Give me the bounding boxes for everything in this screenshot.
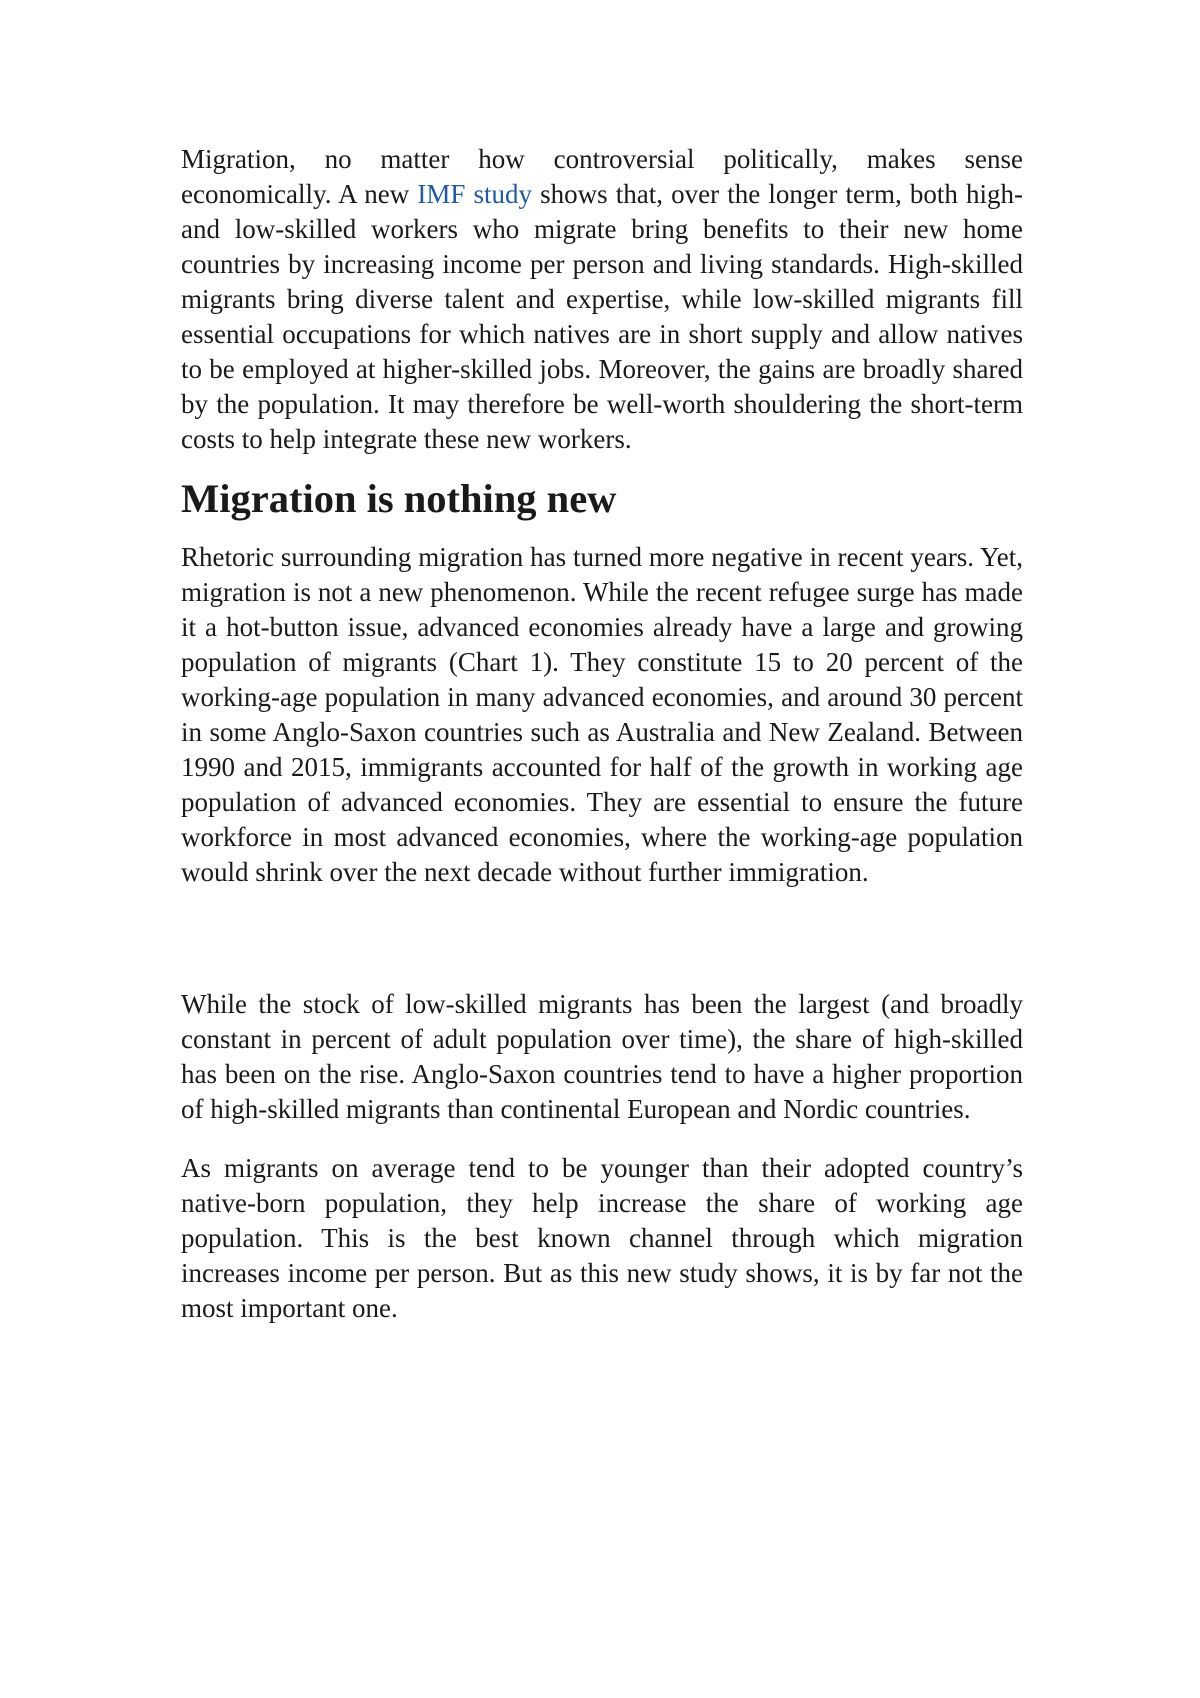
document-page xyxy=(181,142,1023,1326)
intro-paragraph xyxy=(181,142,1023,457)
section-heading: Migration is nothing new xyxy=(181,476,617,521)
imf-study-link[interactable]: IMF study xyxy=(417,179,532,209)
intro-text-before-link: Migration, no matter how controversial politically, makes sense economically. A new xyxy=(181,144,1023,209)
intro-text-after-link: shows that, over the longer term, both high- and low-skilled workers who migrate bring benefits to their new home countries by increasing income per person and living standards. High-skilled migrants bring diverse talent and expertise, while low-skilled migrants fill essential occupations for which natives are in short supply and allow natives to be employed at higher-skilled jobs. Moreover, the gains are broadly shared by the population. It may therefore be well-worth shouldering the short-term costs to help integrate these new workers. xyxy=(181,179,1023,454)
paragraph-migration-history: Rhetoric surrounding migration has turned more negative in recent years. Yet, migration is not a new phenomenon. While the recent refugee surge has made it a hot-button issue, advanced economies already have a large and growing population of migrants (Chart 1). They constitute 15 to 20 percent of the working-age population in many advanced economies, and around 30 percent in some Anglo-Saxon countries such as Australia and New Zealand. Between 1990 and 2015, immigrants accounted for half of the growth in working age population of advanced economies. They are essential to ensure the future workforce in most advanced economies, where the working-age population would shrink over the next decade without further immigration. xyxy=(181,542,1023,887)
paragraph-skill-composition: While the stock of low-skilled migrants has been the largest (and broadly constant in percent of adult population over time), the share of high-skilled has been on the rise. Anglo-Saxon countries tend to have a higher proportion of high-skilled migrants than continental European and Nordic countries. xyxy=(181,989,1023,1124)
paragraph-age-structure: As migrants on average tend to be younger than their adopted country’s native-born population, they help increase the share of working age population. This is the best known channel through which migration increases income per person. But as this new study shows, it is by far not the most important one. xyxy=(181,1153,1023,1323)
